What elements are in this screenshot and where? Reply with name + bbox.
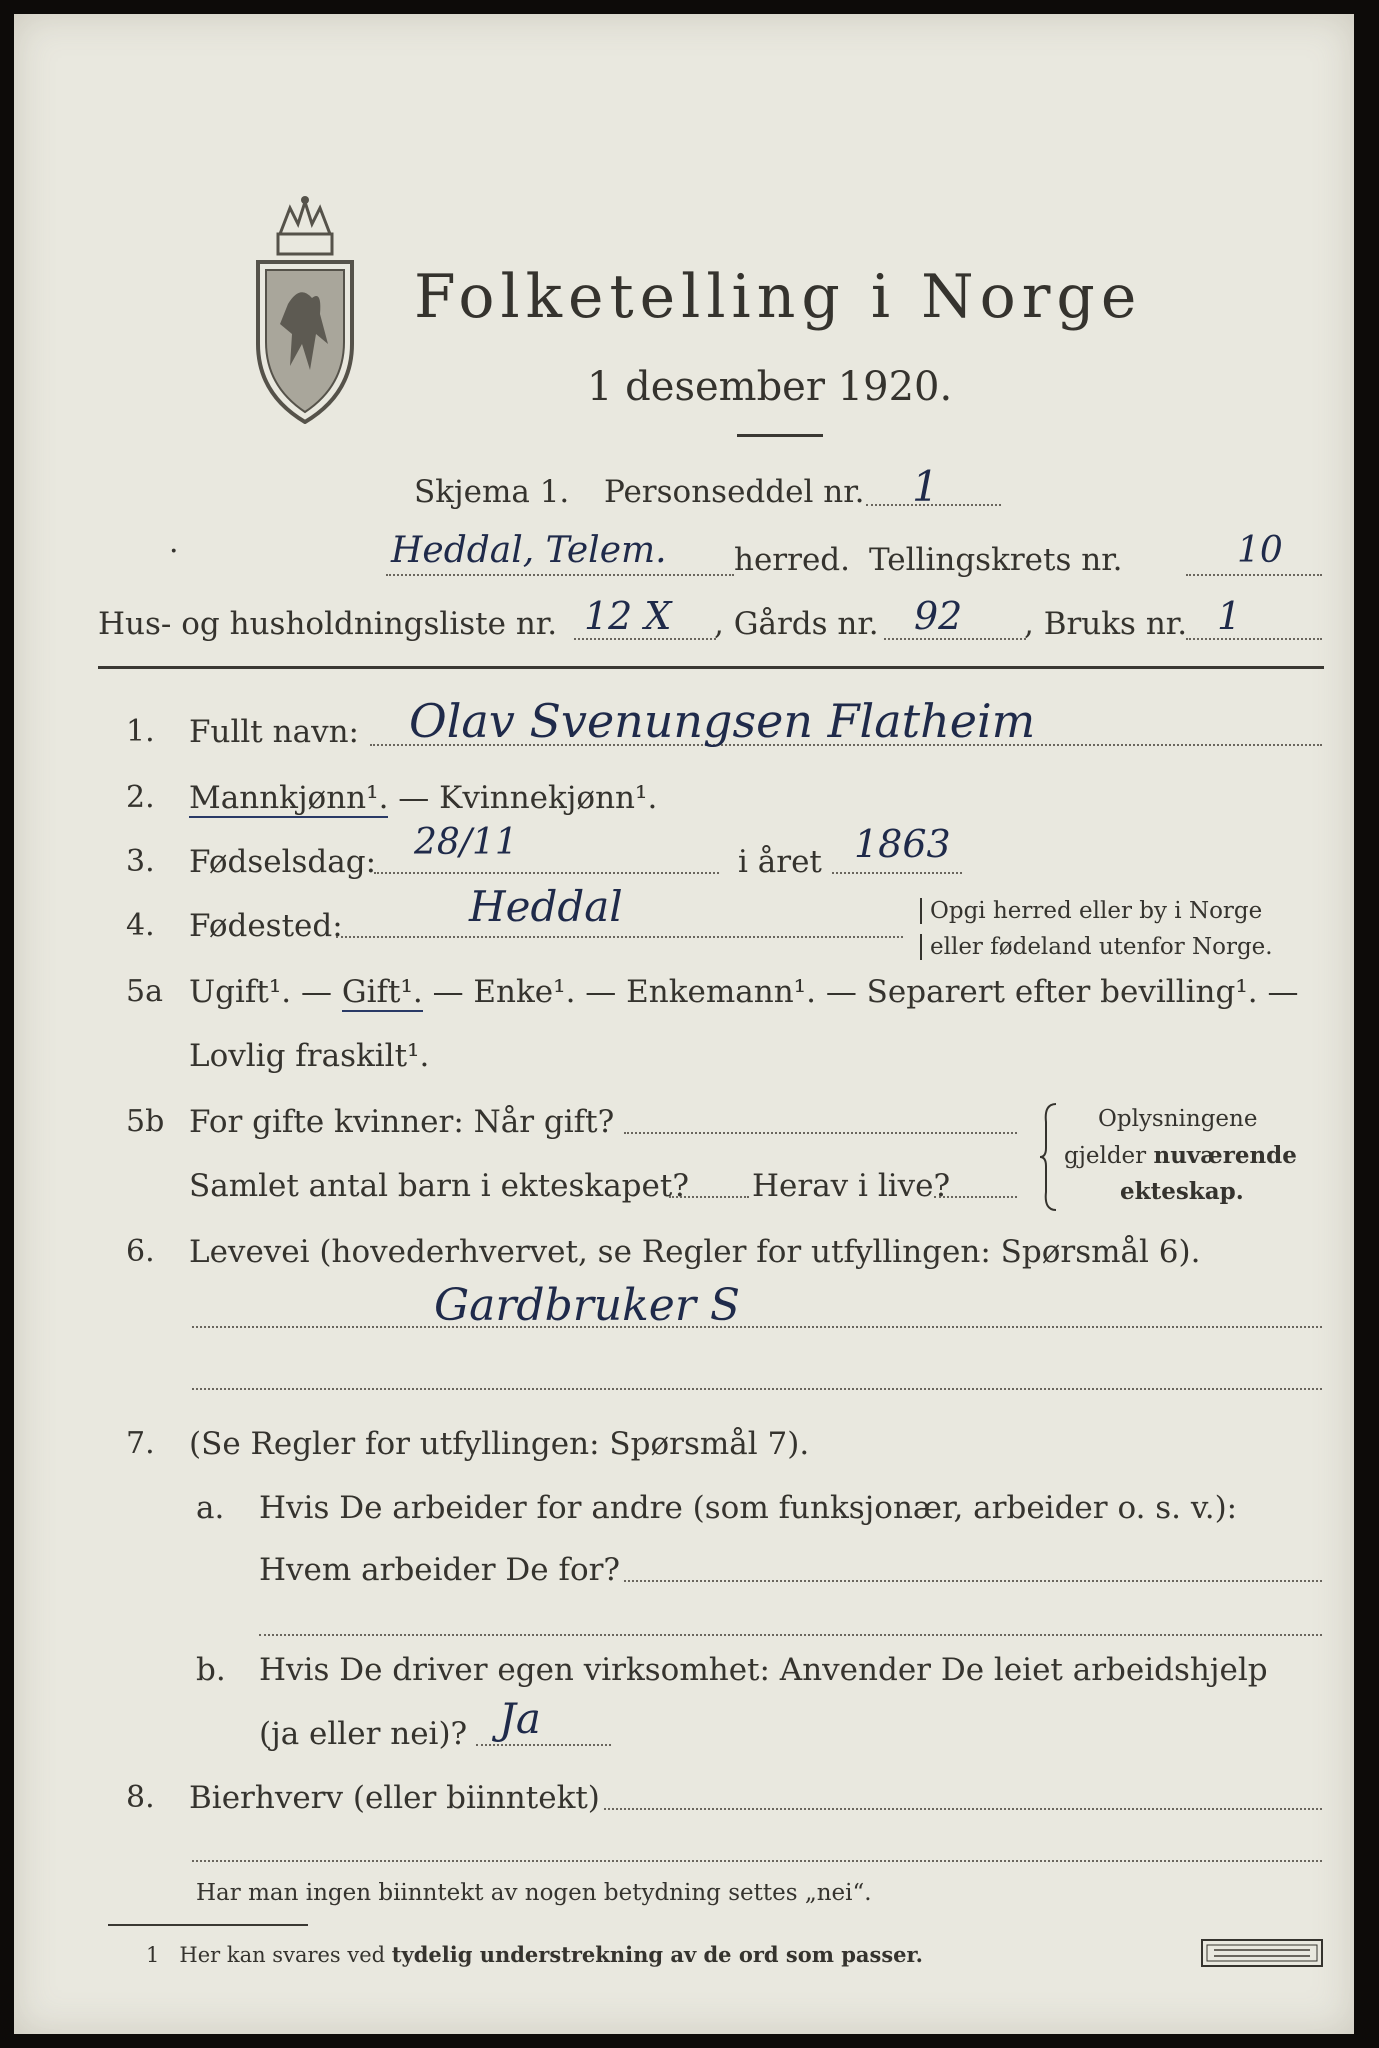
husliste-dots (574, 638, 716, 640)
q5a-gift-underlined: Gift¹. (341, 974, 423, 1010)
personseddel-label: Personseddel nr. (604, 474, 865, 510)
q4-birthplace: Heddal (469, 882, 623, 931)
q2-number: 2. (126, 780, 155, 815)
bruks-value: 1 (1217, 594, 1242, 638)
q7a-letter: a. (196, 1490, 225, 1526)
q4-note-line1: Opgi herred eller by i Norge (920, 898, 1262, 924)
q7-number: 7. (126, 1426, 155, 1461)
form-title: Folketelling i Norge (414, 262, 1143, 332)
q5b-brace-icon (1038, 1102, 1060, 1212)
q2-sex-options: Mannkjønn¹. — Kvinnekjønn¹. (189, 780, 658, 816)
q5b-note-line2: gjelder nuværende (1064, 1142, 1297, 1169)
q7b-answer: Ja (499, 1694, 541, 1743)
q8-dots-1 (604, 1808, 1322, 1810)
norwegian-coat-of-arms-icon (250, 194, 360, 424)
q3-year-label: i året (738, 844, 822, 880)
skjema-label: Skjema 1. (414, 474, 570, 510)
footnote-rule (108, 1924, 308, 1926)
bruks-dots (1186, 638, 1322, 640)
q3-birth-year: 1863 (854, 822, 951, 866)
q7b-letter: b. (196, 1652, 226, 1688)
husliste-value: 12 X (584, 594, 672, 638)
q1-label: Fullt navn: (189, 714, 359, 750)
q7a-dots-2 (259, 1634, 1322, 1636)
q5b-married-dots (624, 1132, 1017, 1134)
q5a-other-options: — Enke¹. — Enkemann¹. — Separert efter bevilling¹. — (432, 974, 1299, 1010)
q5a-number: 5a (126, 974, 163, 1009)
gards-dots (884, 638, 1026, 640)
q6-dots-2 (192, 1388, 1322, 1390)
q4-note-line2: eller fødeland utenfor Norge. (920, 934, 1273, 960)
q6-dots-1 (192, 1326, 1322, 1328)
q7a-line1: Hvis De arbeider for andre (som funksjonær, arbeider o. s. v.): (259, 1490, 1238, 1526)
q5b-label-married: For gifte kvinner: Når gift? (189, 1104, 615, 1140)
q6-label: Levevei (hovederhvervet, se Regler for utfyllingen: Spørsmål 6). (189, 1234, 1201, 1270)
personseddel-value: 1 (912, 462, 939, 511)
q1-full-name: Olav Svenungsen Flatheim (409, 694, 1036, 748)
title-divider (737, 434, 823, 437)
q7b-dots (476, 1744, 611, 1746)
husliste-label: Hus- og husholdningsliste nr. (98, 606, 558, 642)
bruks-label: , Bruks nr. (1024, 606, 1188, 642)
herred-label: herred. (734, 542, 850, 578)
q8-dots-2 (192, 1860, 1322, 1862)
footnote: 1 Her kan svares ved tydelig understrekning av de ord som passer. (146, 1942, 923, 1967)
census-form (14, 14, 1354, 2034)
margin-dot: · (169, 534, 179, 569)
q6-number: 6. (126, 1234, 155, 1269)
q5b-alive-dots (934, 1196, 1017, 1198)
q4-label: Fødested: (189, 908, 343, 944)
q5a-ugift: Ugift¹. (189, 974, 292, 1010)
q4-number: 4. (126, 908, 155, 943)
q3-year-dots (832, 872, 962, 874)
q5b-number: 5b (126, 1104, 165, 1139)
q5b-children-dots (669, 1196, 749, 1198)
q5b-note-line1: Oplysningene (1098, 1106, 1258, 1132)
herred-value: Heddal, Telem. (391, 530, 667, 571)
q7a-dots-1 (624, 1580, 1322, 1582)
herred-dots (386, 574, 734, 576)
q5b-label-children: Samlet antal barn i ekteskapet? (189, 1168, 689, 1204)
q5a-options: Ugift¹. — Gift¹. — Enke¹. — Enkemann¹. — Separert efter bevilling¹. — (189, 974, 1299, 1010)
footer-note: Har man ingen biinntekt av nogen betydning settes „nei“. (196, 1880, 872, 1906)
printer-stamp-icon (1200, 1938, 1324, 1968)
q8-number: 8. (126, 1780, 155, 1815)
q7-label: (Se Regler for utfyllingen: Spørsmål 7). (189, 1426, 810, 1462)
q1-number: 1. (126, 714, 155, 749)
gards-label: , Gårds nr. (714, 606, 879, 642)
tellingskrets-value: 10 (1237, 530, 1283, 571)
q8-label: Bierhverv (eller biinntekt) (189, 1780, 600, 1816)
census-date: 1 desember 1920. (587, 364, 953, 410)
q2-female-option: Kvinnekjønn¹. (439, 780, 658, 816)
gards-value: 92 (914, 594, 963, 638)
q7b-line1: Hvis De driver egen virksomhet: Anvender De leiet arbeidshjelp (259, 1652, 1268, 1688)
q7a-line2: Hvem arbeider De for? (259, 1552, 621, 1588)
q5b-label-alive: Herav i live? (752, 1168, 951, 1204)
q2-male-option: Mannkjønn¹. (189, 780, 389, 816)
tellingskrets-label: Tellingskrets nr. (869, 542, 1123, 578)
q7b-line2: (ja eller nei)? (259, 1716, 468, 1752)
footnote-mark: 1 (146, 1943, 160, 1967)
tellingskrets-dots (1186, 574, 1322, 576)
q3-birthdate: 28/11 (414, 822, 518, 863)
q3-dots (374, 872, 719, 874)
q3-number: 3. (126, 844, 155, 879)
q5b-note-line3: ekteskap. (1120, 1178, 1244, 1205)
q5a-lovlig-fraskilt: Lovlig fraskilt¹. (189, 1038, 430, 1074)
q6-occupation: Gardbruker S (434, 1280, 740, 1331)
q4-dots (336, 936, 903, 938)
header-rule (98, 666, 1324, 669)
q3-label: Fødselsdag: (189, 844, 377, 880)
